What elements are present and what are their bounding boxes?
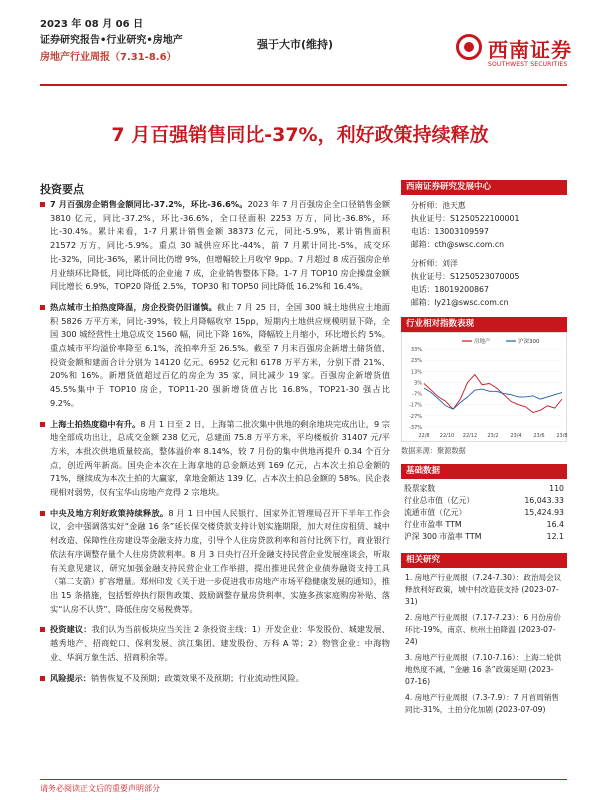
related-reports xyxy=(401,568,567,716)
summary-item-text: 2023 年 7 月百强房企全口径销售金额 3810 亿元，同比-37.2%，环比-36.6%，全口径面积 2253 万方，同比-36.8%，环比-30.4%。累计来看，1-7 月累计销售金额 38373 亿元，同比-5.9%，累计销售面积 21572 万方，同比-5.9%。重点 30 城供应环比-44%，前 7 月累计同比-5%，成交环比-32%，同比-36%，累计同比仍增 9%，但增幅较上月收窄 9pp。7 月超过 8 成百强房企单月业绩环比降低，同比降低的企业逾 7 成，企业销售整体下降。1-7 月 TOP10 房企操盘金额同比增长 6.9%，TOP20 降低 2.5%，TOP30 和 TOP50 同比降低 16.2%和 16.4%。 xyxy=(50,199,391,292)
summary-heading: 投资要点 xyxy=(40,183,84,196)
summary-item-bold: 7 月百强房企销售金额同比-37.2%，环比-36.6%。 xyxy=(50,199,248,209)
legend-label: 沪深300 xyxy=(518,339,540,345)
analyst-list xyxy=(401,195,567,311)
y-tick-label: -27% xyxy=(409,413,422,420)
report-series-title: 房地产行业周报（7.31-8.6） xyxy=(40,52,177,63)
risk-warning xyxy=(40,672,390,686)
row-label: 行业总市值（亿元） xyxy=(404,496,475,505)
summary-item-bold: 中央及地方利好政策持续释放。 xyxy=(50,507,169,518)
row-label: 行业市盈率 TTM xyxy=(404,520,462,529)
table-row xyxy=(401,483,567,495)
summary-body xyxy=(40,198,390,692)
risk-text: 销售恢复不及预期；政策效果不及预期；行业流动性风险。 xyxy=(90,672,304,683)
related-report-link[interactable]: 4. 房地产行业周报（7.3-7.9）：7 月首周销售同比-31%，土拍分化加剧 (2023-07-09) xyxy=(405,693,559,714)
x-tick-label: 22/8 xyxy=(418,433,430,439)
x-tick-label: 22/12 xyxy=(462,433,478,439)
analyst-role: 分析师：池天惠 xyxy=(411,201,466,210)
company-logo xyxy=(456,34,572,74)
summary-item-text: 截止 7 月 25 日，全国 300 城土地供应土地面积 5826 万平方米，同比-39%，较上月降幅收窄 15pp，短期内土地供应规模明显下降，全国 300 城经营性土地总成交 1560 幅，同比下降 16%，降幅较上月缩小，环比增长约 5%。重点城市平均溢价率降至 6.1%，流拍率升至 26.5%。截至 7 月末百强房企新增土储货值、投资金额和建面合计分别为 14120 亿元、6952 亿元和 6178 万平方米，分别下滑 21%、20%和 16%。新增货值超过百亿的房企为 35 家，同比减少 19 家。百强房企新增货值 45.5%集中于 TOP10 房企，TOP11-20 强新增货值占比 16.8%，TOP21-30 强占比 9.2%。 xyxy=(50,301,390,408)
summary-item-bold: 热点城市土拍热度降温，房企投资仍旧谨慎。 xyxy=(50,301,218,312)
summary-item-text: 8 月 1 日中国人民银行、国家外汇管理局召开下半年工作会议，会中强调落实好“金融 16 条”延长保交楼贷款支持计划实施期限，加大对住房租赁、城中村改造、保障性住房建设等金融支持力度，引导个人住房贷款利率和首付比例下行，商业银行依法有序调整存量个人住房贷款利率。8 月 3 日央行召开金融支持民营企业发展座谈会，听取有关意见建议，研究加强金融支持民营企业工作举措，提出推进民营企业债券融资支持工具（第二支箭）扩容增量。郑州印发《关于进一步促进我市房地产市场平稳健康发展的通知》，推出 15 条措施，包括暂停执行限售政策、鼓励调整存量房贷利率、实施多孩家庭购房补贴、落实“认房不认贷”、降低住房交易税费等。 xyxy=(50,507,390,614)
related-report-link[interactable]: 1. 房地产行业周报（7.24-7.30）：政治局会议释放利好政策，城中村改造获支持 (2023-07-31) xyxy=(405,573,562,606)
related-heading: 相关研究 xyxy=(401,553,567,568)
row-value: 15,424.93 xyxy=(524,508,564,517)
logo-mark-icon xyxy=(456,34,482,60)
row-value: 110 xyxy=(549,484,564,493)
table-row xyxy=(401,495,567,507)
x-tick-label: 23/2 xyxy=(487,433,499,439)
y-tick-label: 23% xyxy=(410,358,422,365)
investment-advice xyxy=(40,623,390,664)
related-report-link[interactable]: 2. 房地产行业周报（7.17-7.23）：6 月份房价环比-19%，南京、杭州土拍降温 (2023-07-24) xyxy=(405,613,561,646)
row-value: 16.4 xyxy=(546,520,564,529)
row-label: 股票家数 xyxy=(404,484,436,493)
table-row xyxy=(401,507,567,519)
footer-divider xyxy=(40,779,567,780)
x-tick-label: 23/6 xyxy=(533,433,545,439)
summary-item xyxy=(40,507,390,617)
logo-text-en: SOUTHWEST SECURITIES xyxy=(488,61,568,68)
x-tick-label: 22/10 xyxy=(439,433,455,439)
advice-text: 我们认为当前板块应当关注 2 条投资主线：1）开发企业：华发股份、城建发展、越秀地产、招商蛇口、保利发展、滨江集团、建发股份、万科 A 等；2）物管企业：中海物业、华润万象生活、招商积余等。 xyxy=(50,624,390,662)
y-tick-label: 33% xyxy=(410,347,422,353)
analyst-phone: 电话：13003109597 xyxy=(411,227,489,236)
y-tick-label: -7% xyxy=(412,391,422,398)
analyst-email[interactable]: 邮箱：cth@swsc.com.cn xyxy=(411,240,505,249)
summary-item xyxy=(40,198,390,294)
relative-index-chart xyxy=(401,332,567,442)
row-value: 12.1 xyxy=(546,532,564,541)
related-report-link[interactable]: 3. 房地产行业周报（7.10-7.16）：上海二轮供地热度不减，“金融 16 条”政策延期 (2023-07-16) xyxy=(405,653,562,686)
header-divider xyxy=(40,84,567,86)
sidebar xyxy=(401,180,567,720)
x-tick-label: 23/8 xyxy=(556,433,568,439)
base-data-heading: 基础数据 xyxy=(401,464,567,479)
report-type: 证券研究报告•行业研究•房地产 xyxy=(40,35,183,46)
legend-label: 房地产 xyxy=(474,339,491,345)
index-chart-box xyxy=(401,317,567,456)
summary-item xyxy=(40,418,390,500)
analyst-box-heading: 西南证券研究发展中心 xyxy=(401,180,567,195)
chart-svg xyxy=(402,333,566,441)
series-line-1 xyxy=(424,388,562,409)
page-title: 7 月百强销售同比-37%，利好政策持续释放 xyxy=(111,124,489,146)
x-tick-label: 23/4 xyxy=(510,433,522,439)
y-tick-label: -17% xyxy=(409,402,422,409)
report-date: 2023 年 08 月 06 日 xyxy=(40,19,144,30)
footer-disclaimer: 请务必阅读正文后的重要声明部分 xyxy=(40,784,160,793)
analyst-email[interactable]: 邮箱：ly21@swsc.com.cn xyxy=(411,298,509,307)
analyst-role: 分析师：刘洋 xyxy=(411,259,458,268)
y-tick-label: 3% xyxy=(414,380,422,387)
rating: 强于大市(维持) xyxy=(257,38,334,51)
advice-label: 投资建议： xyxy=(50,624,92,635)
summary-item-text: 8 月 1 日至 2 日，上海第二批次集中供地的剩余地块完成出让，9 宗地全部成功出让，总成交金额 238 亿元，总建面 75.8 万平方米，平均楼板价 31407 元/平方米，本批次供地质量较高，整体溢价率 8.14%，较 7 月份的集中供地再提升 0.34 个百分点，创近两年新高。国央企本次在上海拿地的总金额达到 169 亿元，占本次土拍总金额的 71%，继续成为本次土拍的大赢家，拿地金额达 139 亿，占本次土拍总金额的 58%。民企表现相对弱势，仅有宝华山房地产竞得 2 宗地块。 xyxy=(50,418,390,498)
table-row xyxy=(401,519,567,531)
report-header xyxy=(40,18,183,65)
row-label: 沪深 300 市盈率 TTM xyxy=(404,532,482,541)
base-data-table xyxy=(401,483,567,543)
risk-label: 风险提示： xyxy=(50,672,91,683)
analyst-phone: 电话：18019200867 xyxy=(411,285,489,294)
table-row xyxy=(401,531,567,543)
summary-item xyxy=(40,301,390,411)
y-tick-label: -37% xyxy=(409,425,422,431)
analyst-cert: 执业证号：S1250522100001 xyxy=(411,214,520,223)
chart-source: 数据来源：聚源数据 xyxy=(401,446,466,455)
analyst-cert: 执业证号：S1250523070005 xyxy=(411,272,520,281)
y-tick-label: 13% xyxy=(410,369,422,376)
row-label: 流通市值（亿元） xyxy=(404,508,467,517)
row-value: 16,043.33 xyxy=(524,496,564,505)
chart-heading: 行业相对指数表现 xyxy=(401,317,567,332)
logo-text-cn: 西南证券 xyxy=(488,38,572,62)
summary-item-bold: 上海土拍热度稳中有升。 xyxy=(50,418,141,429)
